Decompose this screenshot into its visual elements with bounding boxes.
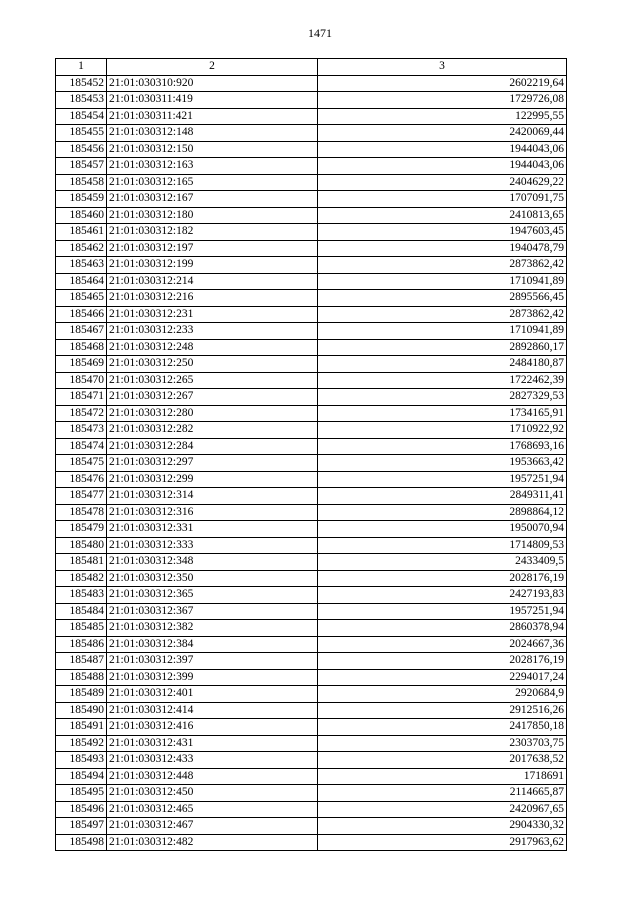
row-number-cell: 185461 bbox=[56, 224, 107, 241]
column-header-2: 2 bbox=[107, 59, 318, 76]
value-cell: 2602219,64 bbox=[318, 75, 567, 92]
table-row bbox=[56, 389, 567, 406]
value-cell: 2827329,53 bbox=[318, 389, 567, 406]
table-row bbox=[56, 240, 567, 257]
value-cell: 1940478,79 bbox=[318, 240, 567, 257]
cadastral-number-cell: 21:01:030312:350 bbox=[107, 570, 318, 587]
row-number-cell: 185452 bbox=[56, 75, 107, 92]
table-row bbox=[56, 356, 567, 373]
row-number-cell: 185480 bbox=[56, 537, 107, 554]
table-row bbox=[56, 702, 567, 719]
data-table bbox=[55, 58, 567, 851]
table-row bbox=[56, 636, 567, 653]
cadastral-number-cell: 21:01:030312:284 bbox=[107, 438, 318, 455]
row-number-cell: 185472 bbox=[56, 405, 107, 422]
cadastral-number-cell: 21:01:030312:231 bbox=[107, 306, 318, 323]
value-cell: 2873862,42 bbox=[318, 257, 567, 274]
table-row bbox=[56, 372, 567, 389]
table-row bbox=[56, 207, 567, 224]
row-number-cell: 185468 bbox=[56, 339, 107, 356]
row-number-cell: 185466 bbox=[56, 306, 107, 323]
cadastral-number-cell: 21:01:030312:316 bbox=[107, 504, 318, 521]
table-row bbox=[56, 422, 567, 439]
table-row bbox=[56, 521, 567, 538]
cadastral-number-cell: 21:01:030312:431 bbox=[107, 735, 318, 752]
value-cell: 1710941,89 bbox=[318, 323, 567, 340]
column-header-1: 1 bbox=[56, 59, 107, 76]
row-number-cell: 185484 bbox=[56, 603, 107, 620]
row-number-cell: 185483 bbox=[56, 587, 107, 604]
value-cell: 2904330,32 bbox=[318, 818, 567, 835]
value-cell: 1953663,42 bbox=[318, 455, 567, 472]
cadastral-number-cell: 21:01:030312:248 bbox=[107, 339, 318, 356]
row-number-cell: 185467 bbox=[56, 323, 107, 340]
row-number-cell: 185460 bbox=[56, 207, 107, 224]
value-cell: 2484180,87 bbox=[318, 356, 567, 373]
row-number-cell: 185470 bbox=[56, 372, 107, 389]
value-cell: 2912516,26 bbox=[318, 702, 567, 719]
row-number-cell: 185475 bbox=[56, 455, 107, 472]
value-cell: 2114665,87 bbox=[318, 785, 567, 802]
cadastral-number-cell: 21:01:030312:367 bbox=[107, 603, 318, 620]
row-number-cell: 185492 bbox=[56, 735, 107, 752]
value-cell: 1768693,16 bbox=[318, 438, 567, 455]
table-row bbox=[56, 818, 567, 835]
value-cell: 2860378,94 bbox=[318, 620, 567, 637]
row-number-cell: 185476 bbox=[56, 471, 107, 488]
cadastral-number-cell: 21:01:030312:282 bbox=[107, 422, 318, 439]
row-number-cell: 185456 bbox=[56, 141, 107, 158]
row-number-cell: 185495 bbox=[56, 785, 107, 802]
table-row bbox=[56, 537, 567, 554]
row-number-cell: 185473 bbox=[56, 422, 107, 439]
value-cell: 1729726,08 bbox=[318, 92, 567, 109]
row-number-cell: 185490 bbox=[56, 702, 107, 719]
cadastral-number-cell: 21:01:030312:331 bbox=[107, 521, 318, 538]
cadastral-number-cell: 21:01:030312:297 bbox=[107, 455, 318, 472]
cadastral-number-cell: 21:01:030312:397 bbox=[107, 653, 318, 670]
value-cell: 1957251,94 bbox=[318, 471, 567, 488]
table-row bbox=[56, 587, 567, 604]
cadastral-number-cell: 21:01:030312:163 bbox=[107, 158, 318, 175]
row-number-cell: 185469 bbox=[56, 356, 107, 373]
table-row bbox=[56, 438, 567, 455]
cadastral-number-cell: 21:01:030312:401 bbox=[107, 686, 318, 703]
row-number-cell: 185491 bbox=[56, 719, 107, 736]
table-row bbox=[56, 801, 567, 818]
value-cell: 1957251,94 bbox=[318, 603, 567, 620]
cadastral-number-cell: 21:01:030312:280 bbox=[107, 405, 318, 422]
value-cell: 1947603,45 bbox=[318, 224, 567, 241]
cadastral-number-cell: 21:01:030311:419 bbox=[107, 92, 318, 109]
value-cell: 2024667,36 bbox=[318, 636, 567, 653]
cadastral-number-cell: 21:01:030312:333 bbox=[107, 537, 318, 554]
cadastral-number-cell: 21:01:030312:314 bbox=[107, 488, 318, 505]
row-number-cell: 185481 bbox=[56, 554, 107, 571]
value-cell: 1950070,94 bbox=[318, 521, 567, 538]
cadastral-number-cell: 21:01:030312:482 bbox=[107, 834, 318, 851]
table-row bbox=[56, 504, 567, 521]
value-cell: 2873862,42 bbox=[318, 306, 567, 323]
cadastral-number-cell: 21:01:030312:148 bbox=[107, 125, 318, 142]
row-number-cell: 185463 bbox=[56, 257, 107, 274]
cadastral-number-cell: 21:01:030312:233 bbox=[107, 323, 318, 340]
row-number-cell: 185493 bbox=[56, 752, 107, 769]
table-row bbox=[56, 339, 567, 356]
value-cell: 1944043,06 bbox=[318, 158, 567, 175]
table-row bbox=[56, 471, 567, 488]
cadastral-number-cell: 21:01:030312:267 bbox=[107, 389, 318, 406]
row-number-cell: 185455 bbox=[56, 125, 107, 142]
cadastral-number-cell: 21:01:030312:382 bbox=[107, 620, 318, 637]
value-cell: 1734165,91 bbox=[318, 405, 567, 422]
row-number-cell: 185494 bbox=[56, 768, 107, 785]
cadastral-number-cell: 21:01:030312:399 bbox=[107, 669, 318, 686]
row-number-cell: 185486 bbox=[56, 636, 107, 653]
table-row bbox=[56, 603, 567, 620]
cadastral-number-cell: 21:01:030312:250 bbox=[107, 356, 318, 373]
value-cell: 2892860,17 bbox=[318, 339, 567, 356]
table-row bbox=[56, 834, 567, 851]
table-row bbox=[56, 141, 567, 158]
value-cell: 2410813,65 bbox=[318, 207, 567, 224]
cadastral-number-cell: 21:01:030312:197 bbox=[107, 240, 318, 257]
table-row bbox=[56, 686, 567, 703]
value-cell: 2427193,83 bbox=[318, 587, 567, 604]
cadastral-number-cell: 21:01:030312:414 bbox=[107, 702, 318, 719]
table-row bbox=[56, 669, 567, 686]
value-cell: 1718691 bbox=[318, 768, 567, 785]
row-number-cell: 185489 bbox=[56, 686, 107, 703]
value-cell: 2028176,19 bbox=[318, 653, 567, 670]
value-cell: 1710922,92 bbox=[318, 422, 567, 439]
value-cell: 2017638,52 bbox=[318, 752, 567, 769]
table-row bbox=[56, 719, 567, 736]
value-cell: 2917963,62 bbox=[318, 834, 567, 851]
row-number-cell: 185457 bbox=[56, 158, 107, 175]
table-row bbox=[56, 75, 567, 92]
table-row bbox=[56, 257, 567, 274]
value-cell: 2420069,44 bbox=[318, 125, 567, 142]
cadastral-number-cell: 21:01:030312:265 bbox=[107, 372, 318, 389]
cadastral-number-cell: 21:01:030312:180 bbox=[107, 207, 318, 224]
table-row bbox=[56, 158, 567, 175]
row-number-cell: 185497 bbox=[56, 818, 107, 835]
column-header-3: 3 bbox=[318, 59, 567, 76]
table-row bbox=[56, 405, 567, 422]
table-body bbox=[56, 75, 567, 851]
cadastral-number-cell: 21:01:030310:920 bbox=[107, 75, 318, 92]
value-cell: 1944043,06 bbox=[318, 141, 567, 158]
value-cell: 1722462,39 bbox=[318, 372, 567, 389]
cadastral-number-cell: 21:01:030312:450 bbox=[107, 785, 318, 802]
cadastral-number-cell: 21:01:030312:416 bbox=[107, 719, 318, 736]
row-number-cell: 185458 bbox=[56, 174, 107, 191]
table-row bbox=[56, 290, 567, 307]
value-cell: 122995,55 bbox=[318, 108, 567, 125]
row-number-cell: 185464 bbox=[56, 273, 107, 290]
row-number-cell: 185496 bbox=[56, 801, 107, 818]
row-number-cell: 185485 bbox=[56, 620, 107, 637]
table-row bbox=[56, 785, 567, 802]
table-row bbox=[56, 554, 567, 571]
row-number-cell: 185479 bbox=[56, 521, 107, 538]
row-number-cell: 185462 bbox=[56, 240, 107, 257]
table-row bbox=[56, 570, 567, 587]
value-cell: 2849311,41 bbox=[318, 488, 567, 505]
cadastral-number-cell: 21:01:030312:167 bbox=[107, 191, 318, 208]
cadastral-number-cell: 21:01:030312:216 bbox=[107, 290, 318, 307]
row-number-cell: 185465 bbox=[56, 290, 107, 307]
row-number-cell: 185482 bbox=[56, 570, 107, 587]
value-cell: 1707091,75 bbox=[318, 191, 567, 208]
cadastral-number-cell: 21:01:030311:421 bbox=[107, 108, 318, 125]
cadastral-number-cell: 21:01:030312:384 bbox=[107, 636, 318, 653]
row-number-cell: 185487 bbox=[56, 653, 107, 670]
table-row bbox=[56, 735, 567, 752]
cadastral-number-cell: 21:01:030312:348 bbox=[107, 554, 318, 571]
row-number-cell: 185454 bbox=[56, 108, 107, 125]
value-cell: 2303703,75 bbox=[318, 735, 567, 752]
table-row bbox=[56, 323, 567, 340]
value-cell: 2898864,12 bbox=[318, 504, 567, 521]
cadastral-number-cell: 21:01:030312:214 bbox=[107, 273, 318, 290]
cadastral-number-cell: 21:01:030312:467 bbox=[107, 818, 318, 835]
cadastral-number-cell: 21:01:030312:365 bbox=[107, 587, 318, 604]
value-cell: 2294017,24 bbox=[318, 669, 567, 686]
value-cell: 1714809,53 bbox=[318, 537, 567, 554]
table-row bbox=[56, 752, 567, 769]
value-cell: 2433409,5 bbox=[318, 554, 567, 571]
cadastral-number-cell: 21:01:030312:165 bbox=[107, 174, 318, 191]
row-number-cell: 185498 bbox=[56, 834, 107, 851]
value-cell: 2028176,19 bbox=[318, 570, 567, 587]
row-number-cell: 185488 bbox=[56, 669, 107, 686]
table-row bbox=[56, 620, 567, 637]
table-row bbox=[56, 92, 567, 109]
row-number-cell: 185459 bbox=[56, 191, 107, 208]
table-header-row bbox=[56, 59, 567, 76]
page-number: 1471 bbox=[308, 26, 332, 40]
row-number-cell: 185477 bbox=[56, 488, 107, 505]
table-row bbox=[56, 125, 567, 142]
row-number-cell: 185471 bbox=[56, 389, 107, 406]
cadastral-number-cell: 21:01:030312:182 bbox=[107, 224, 318, 241]
table-row bbox=[56, 108, 567, 125]
value-cell: 2404629,22 bbox=[318, 174, 567, 191]
cadastral-number-cell: 21:01:030312:448 bbox=[107, 768, 318, 785]
row-number-cell: 185453 bbox=[56, 92, 107, 109]
table-row bbox=[56, 455, 567, 472]
cadastral-number-cell: 21:01:030312:433 bbox=[107, 752, 318, 769]
table-row bbox=[56, 174, 567, 191]
cadastral-number-cell: 21:01:030312:199 bbox=[107, 257, 318, 274]
cadastral-number-cell: 21:01:030312:465 bbox=[107, 801, 318, 818]
table-row bbox=[56, 191, 567, 208]
table-row bbox=[56, 488, 567, 505]
table-row bbox=[56, 306, 567, 323]
row-number-cell: 185478 bbox=[56, 504, 107, 521]
row-number-cell: 185474 bbox=[56, 438, 107, 455]
table-row bbox=[56, 224, 567, 241]
table-row bbox=[56, 768, 567, 785]
table-row bbox=[56, 653, 567, 670]
value-cell: 2420967,65 bbox=[318, 801, 567, 818]
table-row bbox=[56, 273, 567, 290]
value-cell: 2895566,45 bbox=[318, 290, 567, 307]
value-cell: 1710941,89 bbox=[318, 273, 567, 290]
value-cell: 2417850,18 bbox=[318, 719, 567, 736]
value-cell: 2920684,9 bbox=[318, 686, 567, 703]
cadastral-number-cell: 21:01:030312:150 bbox=[107, 141, 318, 158]
cadastral-number-cell: 21:01:030312:299 bbox=[107, 471, 318, 488]
